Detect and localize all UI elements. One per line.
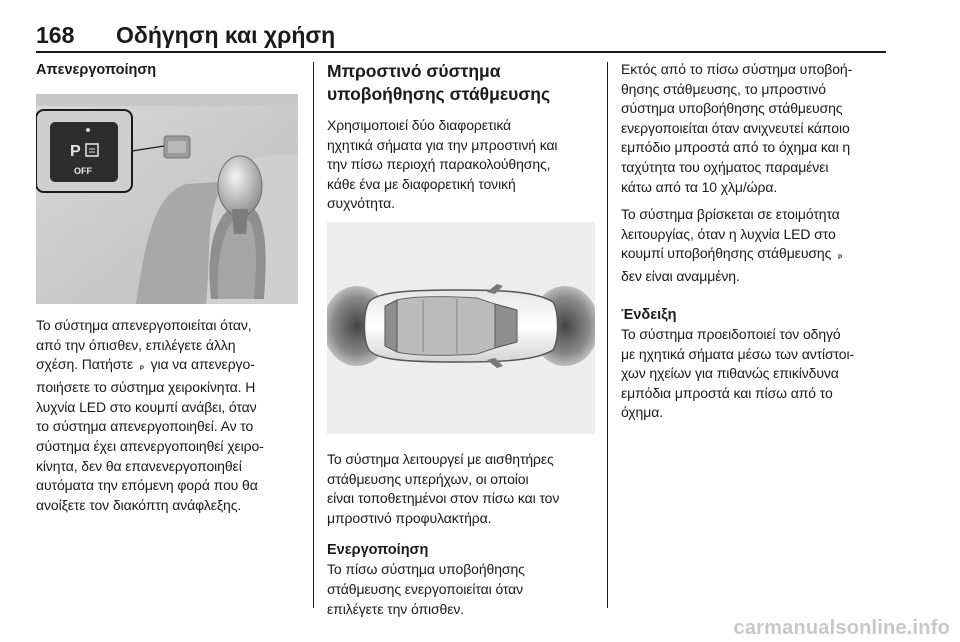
section-heading-indication: Ένδειξη xyxy=(621,306,677,323)
car-sensor-zones-figure xyxy=(327,222,595,434)
col1-paragraph: Το σύστημα απενεργοποιείται όταν, από την όπισθεν, επιλέγετε άλλη σχέση. Πατήστε P για να απενεργο- ποιήσετε το σύστημα χειροκίνητα. Η λυχνία LED στο κουμπί ανάβει, όταν το σύστημα απενεργοποιηθεί. Αν το σύστημα έχει απενεργοποιηθεί χειρο- κίνητα, δεν θα επανενεργοποιηθεί αυτόματα την επόμενη φορά που θα ανοίξετε τον διακόπτη ανάφλεξης. xyxy=(36,317,264,513)
col2-activation-text: Το πίσω σύστημα υποβοήθησης στάθμευσης ενεργοποιείται όταν επιλέγετε την όπισθεν. xyxy=(327,561,525,617)
page-number: 168 xyxy=(36,22,75,48)
column-3 xyxy=(621,60,889,423)
section-heading-front-park-assist: Μπροστινό σύστημα υποβοήθησης στάθμευσης xyxy=(327,61,551,104)
column-1 xyxy=(36,60,298,515)
watermark-footer: carmanualsonline.info xyxy=(733,617,950,639)
col3-paragraph-1: Εκτός από το πίσω σύστημα υποβοή- θησης στάθμευσης, το μπροστινό σύστημα υποβοήθησης στάθμευσης ενεργοποιείται όταν ανιχνευτεί κάποιο εμπόδιο μπροστά από το όχημα και η ταχύτητα του οχήματος παραμένει κάτω από τα 10 χλμ/ώρα. xyxy=(621,61,853,195)
column-divider-1 xyxy=(313,62,314,608)
col2-intro: Χρησιμοποιεί δύο διαφορετικά ηχητικά σήματα για την μπροστινή και την πίσω περιοχή παρακολούθησης, κάθε ένα με διαφορετική τονική συχνότητα. xyxy=(327,117,558,212)
header-rule xyxy=(36,51,886,53)
park-assist-button-icon: P xyxy=(139,366,144,373)
park-assist-button-p-label: P xyxy=(70,143,81,160)
col2-sensor-text: Το σύστημα λειτουργεί με αισθητήρες στάθμευσης υπερήχων, οι οποίοι είναι τοποθετημένοι στον πίσω και τον μπροστινό προφυλακτήρα. xyxy=(327,450,560,526)
col3-indication-text: Το σύστημα προειδοποιεί τον οδηγό με ηχητικά σήματα μέσω των αντίστοι- χων ηχείων για πιθανώς επικίνδυνα εμπόδια μπροστά και πίσω από το όχημα. xyxy=(621,325,855,421)
park-assist-button-off-label: OFF xyxy=(74,166,92,176)
gear-shifter-figure xyxy=(36,94,298,304)
column-2 xyxy=(327,60,595,619)
park-assist-button-icon: P xyxy=(838,255,843,262)
column-divider-2 xyxy=(607,62,608,608)
chapter-title: Οδήγηση και χρήση xyxy=(116,22,336,48)
section-heading-activation: Ενεργοποίηση xyxy=(327,542,429,559)
page-header xyxy=(36,22,886,52)
col3-paragraph-2: Το σύστημα βρίσκεται σε ετοιμότητα λειτουργίας, όταν η λυχνία LED στο κουμπί υποβοήθησης στάθμευσης P δεν είναι αναμμένη. xyxy=(621,205,889,287)
section-heading-deactivation: Απενεργοποίηση xyxy=(36,62,157,78)
